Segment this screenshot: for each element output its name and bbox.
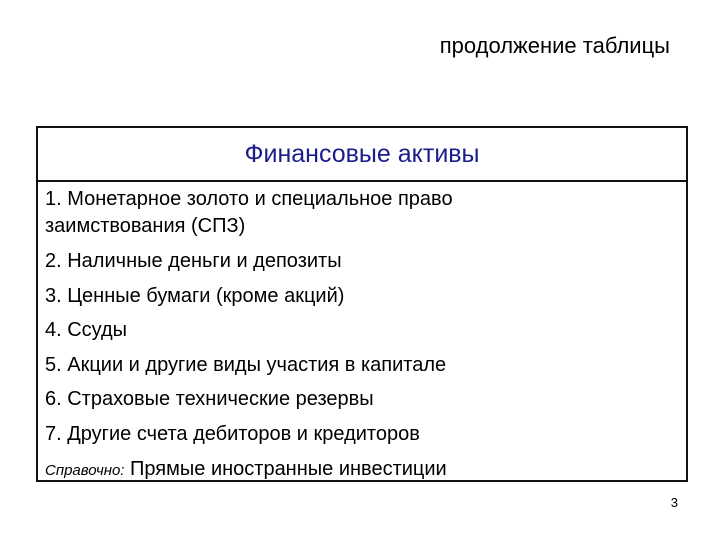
list-item: 4. Ссуды xyxy=(45,319,128,342)
asset-list xyxy=(45,186,686,452)
table-body xyxy=(38,182,686,488)
reference-label: Справочно: xyxy=(45,461,125,479)
continuation-note: продолжение таблицы xyxy=(439,33,670,58)
list-item: 1. Монетарное золото и специальное право заимствования (СПЗ) xyxy=(45,188,453,237)
reference-text: Прямые иностранные инвестиции xyxy=(130,457,447,480)
list-item: 2. Наличные деньги и депозиты xyxy=(45,250,342,272)
reference-line xyxy=(45,452,686,488)
list-item: 7. Другие счета дебиторов и кредиторов xyxy=(45,422,420,445)
financial-assets-table xyxy=(36,126,688,482)
table-title: Финансовые активы xyxy=(38,128,686,182)
list-item: 6. Страховые технические резервы xyxy=(45,388,374,411)
page-number: 3 xyxy=(670,495,678,510)
list-item: 3. Ценные бумаги (кроме акций) xyxy=(45,284,345,307)
list-item: 5. Акции и другие виды участия в капитале xyxy=(45,353,447,376)
